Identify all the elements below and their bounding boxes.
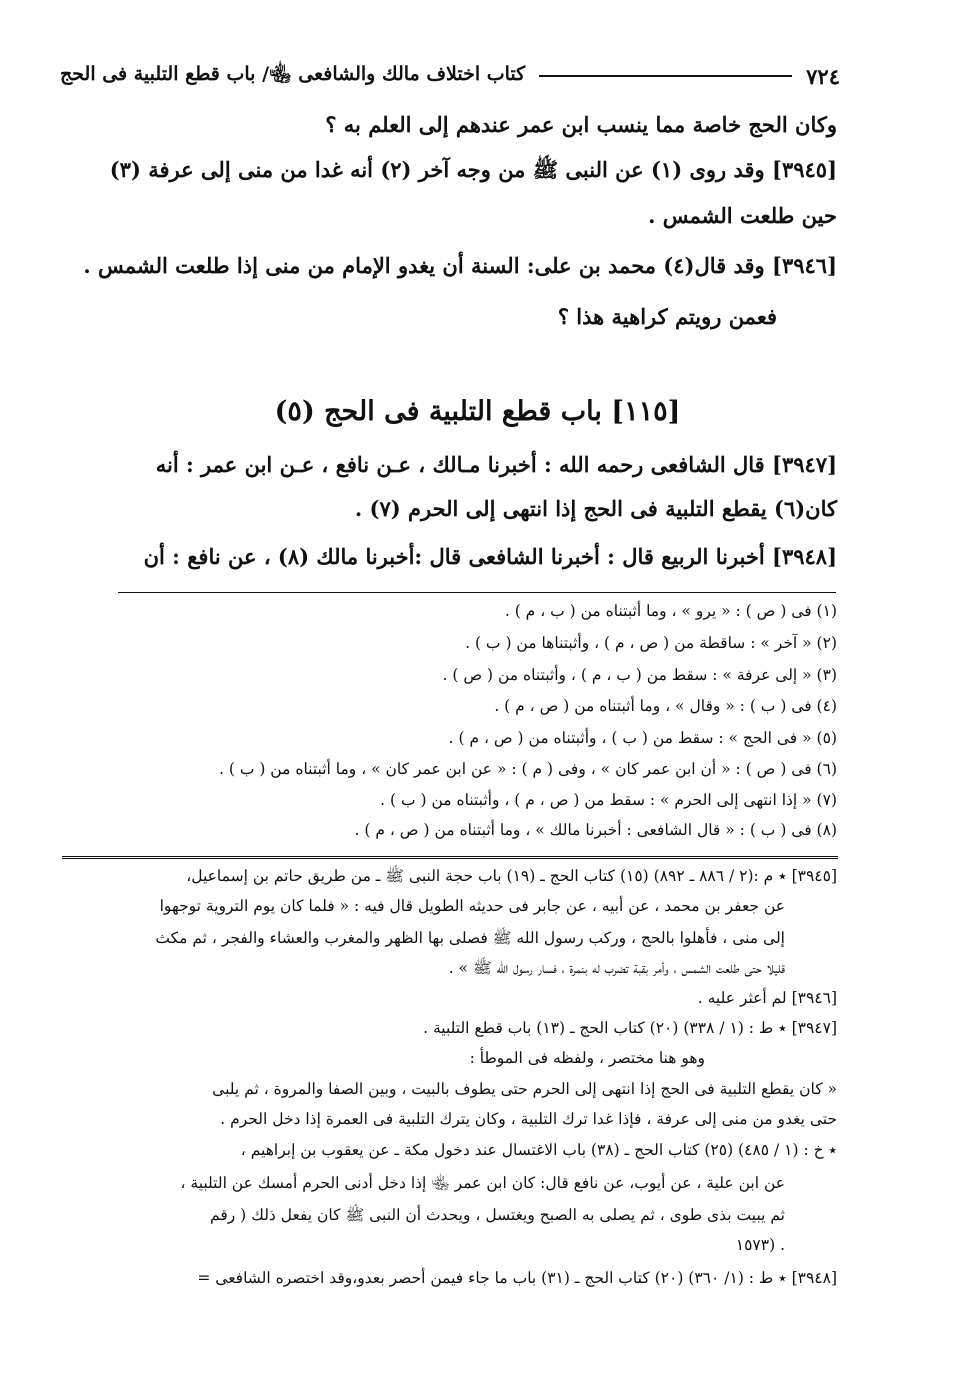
footnote-6: (٦) فى ( ص ) : « أن ابن عمر كان » ، وفى ( م ) : « عن ابن عمر كان » ، وما أثبتناه من ( ب ) . [218,760,837,778]
footnote-4: (٤) فى ( ب ) : « وقال » ، وما أثبتناه من ( ص ، م ) . [494,697,837,715]
reference-line-8: « كان يقطع التلبية فى الحج إذا انتهى إلى الحرم حتى يطوف بالبيت ، وبين الصفا والمروة ، ثم يلبى [212,1080,837,1098]
running-title: كتاب اختلاف مالك والشافعى ﵄/ باب قطع التلبية فى الحج [60,63,526,85]
footnote-2: (٢) « آخر » : ساقطة من ( ص ، م ) ، وأثبتناها من ( ب ) . [465,634,837,652]
reference-line-11: عن ابن علية ، عن أيوب، عن نافع قال: كان ابن عمر ﵄ إذا دخل أدنى الحرم أمسك عن التلبية ، [180,1174,785,1192]
body-line-2: [٣٩٤٥] وقد روى (١) عن النبى ﷺ من وجه آخر (٢) أنه غدا من منى إلى عرفة (٣) [109,157,837,182]
footnote-1: (١) فى ( ص ) : « يرو » ، وما أثبتناه من ( ب ، م ) . [504,602,837,620]
section-line-2: كان(٦) يقطع التلبية فى الحج إذا انتهى إلى الحرم (٧) . [354,496,837,521]
reference-line-3: إلى منى ، فأهلوا بالحج ، وركب رسول الله ﷺ فصلى بها الظهر والمغرب والعشاء والفجر ، ثم مكث [155,929,785,947]
reference-line-12: ثم يبيت بذى طوى ، ثم يصلى به الصبح ويغتسل ، ويحدث أن النبى ﷺ كان يفعل ذلك ( رقم [210,1206,785,1224]
footnote-8: (٨) فى ( ب ) : « قال الشافعى : أخبرنا مالك » ، وما أثبتناه من ( ص ، م ) . [354,821,837,839]
reference-line-6: [٣٩٤٧] ٭ ط : (١ / ٣٣٨) (٢٠) كتاب الحج ـ (١٣) باب قطع التلبية . [423,1019,837,1037]
reference-line-1: [٣٩٤٥] ٭ م :(٢ / ٨٨٦ ـ ٨٩٢) (١٥) كتاب الحج ـ (١٩) باب حجة النبى ﷺ ـ من طريق حاتم بن إسماعيل، [186,867,837,885]
header-rule [539,75,792,77]
body-line-3: حين طلعت الشمس . [648,203,837,228]
footnote-7: (٧) « إذا انتهى إلى الحرم » : سقط من ( ص ، م ) ، وأثبتناه من ( ب ) . [380,791,837,809]
reference-line-5: [٣٩٤٦] لم أعثر عليه . [697,989,837,1007]
chapter-title: [١١٥] باب قطع التلبية فى الحج (٥) [274,396,681,427]
body-line-4: [٣٩٤٦] وقد قال(٤) محمد بن على: السنة أن يغدو الإمام من منى إذا طلعت الشمس . [83,253,837,278]
reference-line-13: ١٥٧٣) . [735,1236,785,1254]
section-line-1: [٣٩٤٧] قال الشافعى رحمه الله : أخبرنا مـالك ، عـن نافع ، عـن ابن عمر : أنه [155,452,837,477]
reference-line-4: قليلا حتى طلعت الشمس ، وأمر بقبة تضرب له بنمرة ، فسار رسول الله ﷺ » . [448,959,785,977]
reference-line-7: وهو هنا مختصر ، ولفظه فى الموطأ : [469,1049,705,1067]
reference-line-2: عن جعفر بن محمد ، عن أبيه ، عن جابر فى حديثه الطويل قال فيه : « فلما كان يوم التروية توجهوا [159,897,785,915]
reference-line-9: حتى يغدو من منى إلى عرفة ، فإذا غدا ترك التلبية ، وكان يترك التلبية فى العمرة إذا دخل الحرم . [220,1110,837,1128]
reference-line-14: [٣٩٤٨] ٭ ط : (١/ ٣٦٠) (٢٠) كتاب الحج ـ (٣١) باب ما جاء فيمن أحصر بعدو،وقد اختصره الشافعى = [197,1269,837,1287]
running-header [60,62,840,90]
reference-line-10: ٭ خ : (١ / ٤٨٥) (٢٥) كتاب الحج ـ (٣٨) باب الاغتسال عند دخول مكة ـ عن يعقوب بن إبراهيم ، [240,1141,837,1159]
page-number: ٧٢٤ [806,63,840,89]
body-line-1: وكان الحج خاصة مما ينسب ابن عمر عندهم إلى العلم به ؟ [325,112,837,137]
footnote-3: (٣) « إلى عرفة » : سقط من ( ب ، م ) ، وأثبتناه من ( ص ) . [442,666,837,684]
footnote-rule [118,592,836,593]
section-line-3: [٣٩٤٨] أخبرنا الربيع قال : أخبرنا الشافعى قال :أخبرنا مالك (٨) ، عن نافع : أن [143,544,837,569]
references-separator [62,856,838,861]
body-line-5: فعمن رويتم كراهية هذا ؟ [557,304,777,329]
footnote-5: (٥) « فى الحج » : سقط من ( ب ) ، وأثبتناه من ( ص ، م ) . [448,729,837,747]
